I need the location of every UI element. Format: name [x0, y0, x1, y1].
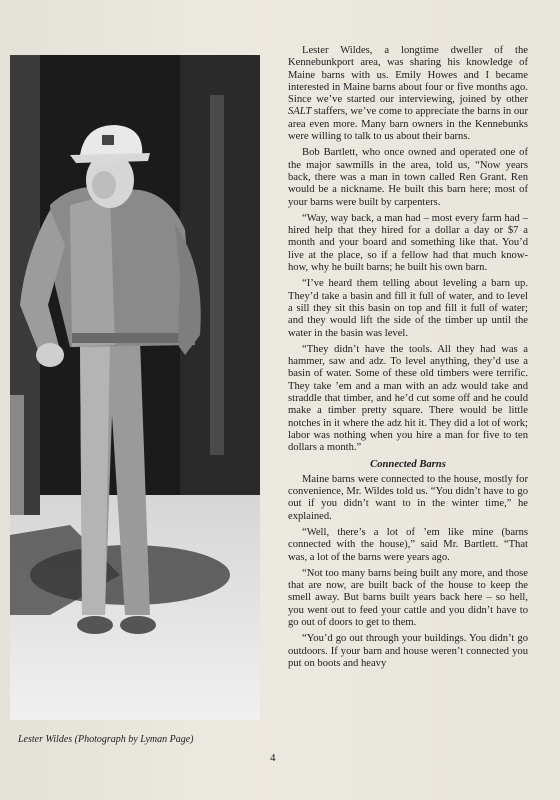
portrait-photo — [10, 55, 260, 720]
section-heading: Connected Barns — [370, 458, 446, 470]
photo-caption: Lester Wildes (Photograph by Lyman Page) — [18, 734, 194, 745]
man-photograph — [10, 55, 260, 720]
paragraph: “Well, there’s a lot of ’em like mine (barns connected with the house),” said Mr. Bartlett. “That was, a lot of the barns were years ago. — [288, 526, 528, 563]
paragraph: “Not too many barns being built any more, and those that are now, are built back of the house to keep the smell away. But barns built years back here – so hell, you went out to feed your cattle and you didn’t have to go out of doors to get to them. — [288, 567, 528, 629]
paragraph: “I’ve heard them telling about leveling a barn up. They’d take a basin and fill it full of water, and to level a sill they sit this basin on top and fill it full of water; and they would lift the side of the timber up until the water in the basin was level. — [288, 278, 528, 339]
paragraph: “You’d go out through your buildings. You didn’t go outdoors. If your barn and house weren’t connected you put on boots and heavy — [288, 633, 528, 669]
article-body — [288, 45, 528, 674]
paragraph: Maine barns were connected to the house, mostly for convenience, Mr. Wildes told us. “You didn’t have to go out if you didn’t want to in the winter time,” he explained. — [288, 473, 528, 522]
paragraph: Lester Wildes, a longtime dweller of the Kennebunkport area, was sharing his knowledge of Maine barns with us. Emily Howes and I became interested in Maine barns about four or five months ago. Since we’ve started our interviewing, joined by other SALT staffers, we’ve come to appreciate the barns in our area even more. Many barn owners in the Kennebunks were willing to talk to us about their barns. — [288, 45, 528, 143]
paragraph: “Way, way back, a man had – most every farm had – hired help that they hired for a dollar a day or $7 a month and your board and something like that. You’d live at the place, so if a fellow had that much know-how, why he built barns; he built his own barn. — [288, 212, 528, 274]
paragraph: Bob Bartlett, who once owned and operated one of the major sawmills in the area, told us, “Now years back, there was a man in town called Ren Grant. Ren would be a nickname. He built this barn here; most of your barns were built by carpenters. — [288, 147, 528, 208]
page-number: 4 — [270, 752, 276, 764]
paragraph: “They didn’t have the tools. All they had was a hammer, saw and adz. To level anything, they’d use a basin of water. Some of these old timbers were terrific. They take ’em and a man with an adz would take and straddle that timber, and he’d cut some off and he could make a timber pretty square. There would be little notches in it where the adz hit it. They did a lot of work; labor was nothing when you hire a man for five to ten dollars a month.” — [288, 343, 528, 454]
magazine-name: SALT — [288, 106, 312, 118]
